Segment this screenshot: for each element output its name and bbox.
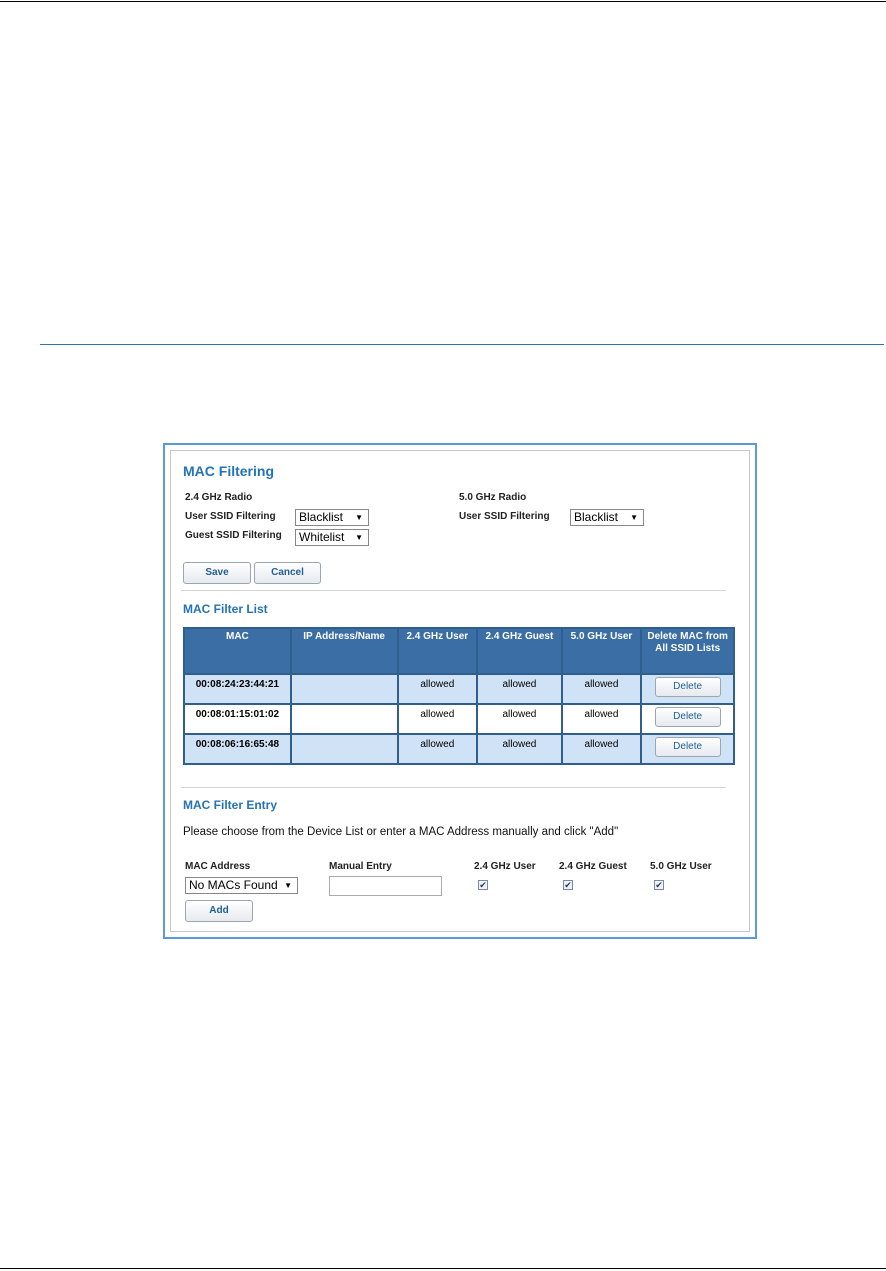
entry-instructions: Please choose from the Device List or enter a MAC Address manually and click "Add" [183,826,619,838]
radio-24-guest-filter-value: Whitelist [299,530,345,544]
entry-24-user-label: 2.4 GHz User [474,861,536,872]
radio-50-user-filter-value: Blacklist [574,510,619,524]
table-row [185,735,733,763]
table-row [185,705,733,733]
radio-24-user-filter-label: User SSID Filtering [185,511,276,522]
section-divider-rule [40,344,884,345]
entry-50-user-checkbox[interactable] [654,880,664,890]
col-header-24-guest: 2.4 GHz Guest [478,629,561,673]
manual-entry-label: Manual Entry [329,861,392,872]
cancel-button[interactable]: Cancel [254,562,321,584]
user-50-cell: allowed [563,705,641,733]
delete-cell [642,735,733,763]
chevron-down-icon: ▼ [630,513,638,522]
col-header-24-user: 2.4 GHz User [399,629,477,673]
radio-24-label: 2.4 GHz Radio [185,492,253,503]
user-50-cell: allowed [563,735,641,763]
mac-filter-list-title: MAC Filter List [183,602,268,616]
col-header-ip: IP Address/Name [292,629,397,673]
delete-button[interactable]: Delete [655,737,721,757]
mac-cell: 00:08:01:15:01:02 [185,705,290,733]
entry-24-guest-label: 2.4 GHz Guest [559,861,627,872]
user-24-cell: allowed [399,735,477,763]
mac-filter-entry-title: MAC Filter Entry [183,798,278,812]
add-button[interactable]: Add [185,900,253,922]
section-divider [181,787,726,788]
section-divider [181,590,726,591]
delete-cell [642,675,733,703]
entry-24-guest-checkbox[interactable] [563,880,573,890]
top-page-rule [0,1,886,2]
mac-cell: 00:08:24:23:44:21 [185,675,290,703]
chevron-down-icon: ▼ [355,533,363,542]
radio-50-user-filter-select[interactable] [570,509,644,526]
guest-24-cell: allowed [478,735,561,763]
radio-24-guest-filter-select[interactable] [295,529,369,546]
guest-24-cell: allowed [478,705,561,733]
mac-address-label: MAC Address [185,861,251,872]
page-title: MAC Filtering [183,463,274,479]
radio-24-user-filter-value: Blacklist [299,510,344,524]
mac-address-value: No MACs Found [189,878,278,892]
ip-cell [292,735,397,763]
col-header-mac: MAC [185,629,290,673]
col-header-50-user: 5.0 GHz User [563,629,641,673]
delete-cell [642,705,733,733]
table-row [185,675,733,703]
checkmark-icon: ✔ [479,880,487,890]
entry-50-user-label: 5.0 GHz User [650,861,712,872]
entry-24-user-checkbox[interactable] [478,880,488,890]
mac-cell: 00:08:06:16:65:48 [185,735,290,763]
col-header-delete: Delete MAC from All SSID Lists [642,629,733,673]
bottom-page-rule [0,1268,886,1269]
ip-cell [292,675,397,703]
mac-address-select[interactable] [185,877,298,894]
manual-entry-input[interactable] [329,876,442,896]
radio-50-label: 5.0 GHz Radio [459,492,527,503]
radio-50-user-filter-label: User SSID Filtering [459,511,550,522]
chevron-down-icon: ▼ [355,513,363,522]
checkmark-icon: ✔ [655,880,663,890]
checkmark-icon: ✔ [564,880,572,890]
chevron-down-icon: ▼ [284,881,292,890]
radio-24-user-filter-select[interactable] [295,509,369,526]
user-24-cell: allowed [399,675,477,703]
save-button[interactable]: Save [183,562,251,584]
guest-24-cell: allowed [478,675,561,703]
delete-button[interactable]: Delete [655,677,721,697]
user-50-cell: allowed [563,675,641,703]
mac-filter-table [183,627,735,765]
ip-cell [292,705,397,733]
delete-button[interactable]: Delete [655,707,721,727]
table-header-row [185,629,733,673]
user-24-cell: allowed [399,705,477,733]
radio-24-guest-filter-label: Guest SSID Filtering [185,530,282,541]
